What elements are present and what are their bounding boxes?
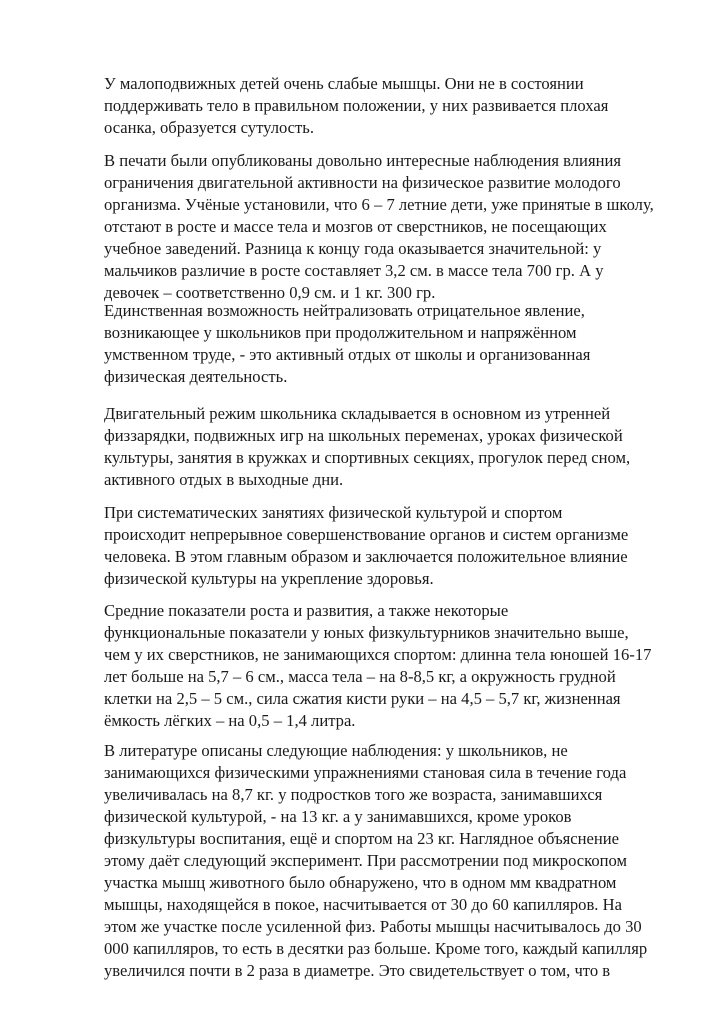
paragraph-line: лет больше на 5,7 – 6 см., масса тела – на 8-8,5 кг, а окружность грудной (104, 667, 616, 686)
paragraph-line: культуры, занятия в кружках и спортивных секциях, прогулок перед сном, (104, 448, 631, 467)
paragraph-line: Единственная возможность нейтрализовать отрицательное явление, (104, 301, 585, 320)
paragraph-line: активного отдых в выходные дни. (104, 470, 344, 489)
paragraph-1 (104, 73, 664, 139)
paragraph-line: осанка, образуется сутулость. (104, 118, 315, 137)
paragraph-7 (104, 740, 664, 982)
paragraph-line: ёмкость лёгких – на 0,5 – 1,4 литра. (104, 711, 356, 730)
paragraph-line: увеличивалась на 8,7 кг. у подростков того же возраста, занимавшихся (104, 785, 603, 804)
paragraph-line: этому даёт следующий эксперимент. При рассмотрении под микроскопом (104, 851, 628, 870)
paragraph-6 (104, 600, 664, 732)
paragraph-line: У малоподвижных детей очень слабые мышцы. Они не в состоянии (104, 74, 584, 93)
paragraph-2 (104, 150, 664, 304)
paragraph-line: В литературе описаны следующие наблюдения: у школьников, не (104, 741, 568, 760)
paragraph-line: мышцы, находящейся в покое, насчитывается от 30 до 60 капилляров. На (104, 895, 622, 914)
paragraph-5 (104, 502, 664, 590)
paragraph-line: занимающихся физическими упражнениями становая сила в течение года (104, 763, 627, 782)
paragraph-line: организма. Учёные установили, что 6 – 7 летние дети, уже принятые в школу, (104, 195, 654, 214)
paragraph-line: происходит непрерывное совершенствование органов и систем организме (104, 525, 629, 544)
paragraph-4 (104, 403, 664, 491)
paragraph-line: возникающее у школьников при продолжительном и напряжённом (104, 323, 577, 342)
paragraph-line: девочек – соответственно 0,9 см. и 1 кг. 300 гр. (104, 283, 436, 302)
paragraph-line: учебное заведений. Разница к концу года оказывается значительной: у (104, 239, 602, 258)
paragraph-line: Двигательный режим школьника складывается в основном из утренней (104, 404, 611, 423)
paragraph-line: этом же участке после усиленной физ. Работы мышцы насчитывалось до 30 (104, 917, 642, 936)
paragraph-line: функциональные показатели у юных физкультурников значительно выше, (104, 623, 629, 642)
paragraph-line: физической культуры на укрепление здоровья. (104, 569, 434, 588)
paragraph-line: физическая деятельность. (104, 367, 288, 386)
paragraph-line: 000 капилляров, то есть в десятки раз больше. Кроме того, каждый капилляр (104, 939, 648, 958)
paragraph-line: клетки на 2,5 – 5 см., сила сжатия кисти руки – на 4,5 – 5,7 кг, жизненная (104, 689, 621, 708)
paragraph-line: При систематических занятиях физической культурой и спортом (104, 503, 563, 522)
paragraph-line: чем у их сверстников, не занимающихся спортом: длинна тела юношей 16-17 (104, 645, 652, 664)
paragraph-line: В печати были опубликованы довольно интересные наблюдения влияния (104, 151, 621, 170)
paragraph-line: ограничения двигательной активности на физическое развитие молодого (104, 173, 621, 192)
paragraph-line: увеличился почти в 2 раза в диаметре. Это свидетельствует о том, что в (104, 961, 611, 980)
paragraph-line: участка мышц животного было обнаружено, что в одном мм квадратном (104, 873, 617, 892)
paragraph-line: поддерживать тело в правильном положении, у них развивается плохая (104, 96, 609, 115)
paragraph-line: умственном труде, - это активный отдых от школы и организованная (104, 345, 591, 364)
paragraph-3 (104, 300, 664, 388)
paragraph-line: отстают в росте и массе тела и мозгов от сверстников, не посещающих (104, 217, 607, 236)
paragraph-line: мальчиков различие в росте составляет 3,2 см. в массе тела 700 гр. А у (104, 261, 604, 280)
paragraph-line: физкультуры воспитания, ещё и спортом на 23 кг. Наглядное объяснение (104, 829, 620, 848)
paragraph-line: Средние показатели роста и развития, а также некоторые (104, 601, 509, 620)
paragraph-line: физической культурой, - на 13 кг. а у занимавшихся, кроме уроков (104, 807, 572, 826)
paragraph-line: физзарядки, подвижных игр на школьных переменах, уроках физической (104, 426, 623, 445)
paragraph-line: человека. В этом главным образом и заключается положительное влияние (104, 547, 628, 566)
